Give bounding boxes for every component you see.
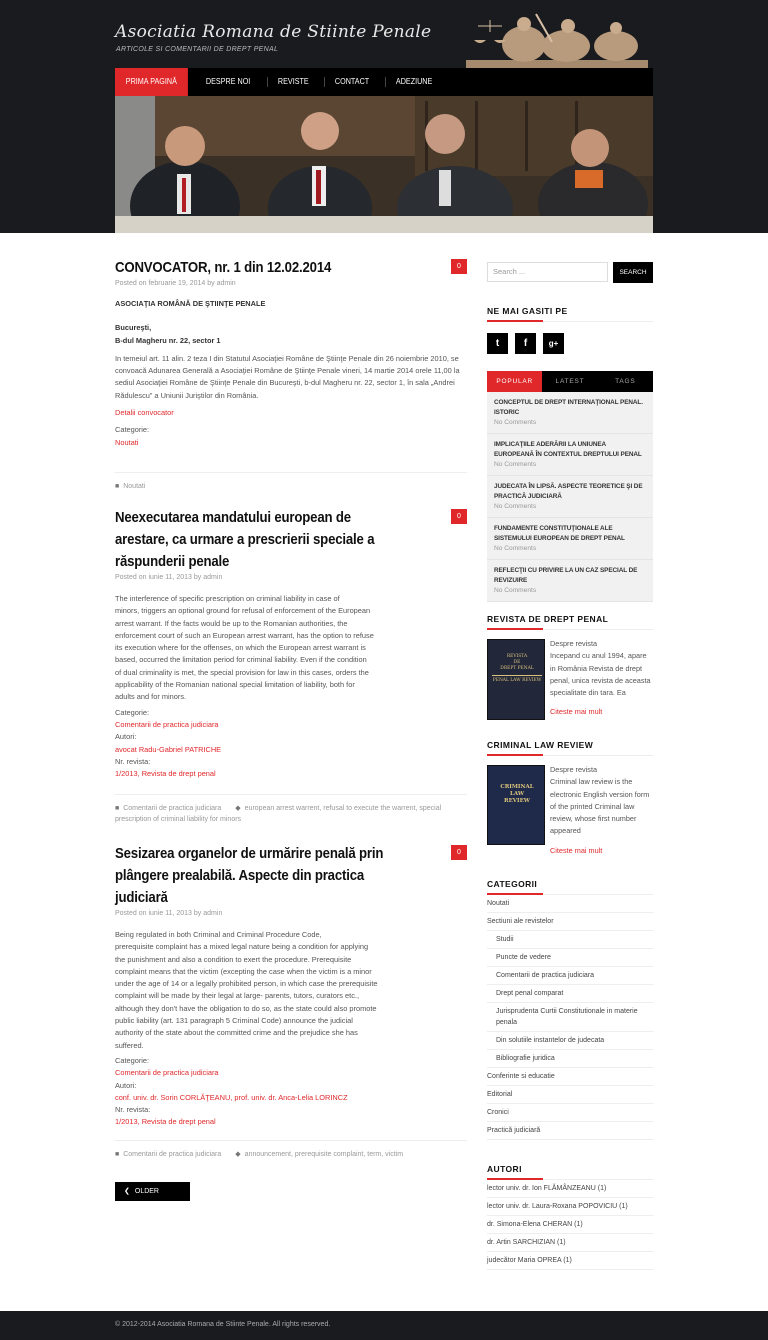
- tag-icon: ◆: [235, 805, 241, 812]
- category-item[interactable]: Conferinte si educatie: [487, 1068, 653, 1086]
- subcategory-item[interactable]: Jurisprudenta Curtii Constitutionale in materie penala: [487, 1003, 653, 1032]
- clr-cover-image[interactable]: [487, 765, 545, 845]
- post-text-line: although they don't have the obligation to do so, as the state could also promote: [115, 1003, 377, 1013]
- comment-count-badge[interactable]: 0: [451, 259, 467, 274]
- popular-post-link[interactable]: CONCEPTUL DE DREPT INTERNAŢIONAL PENAL. ISTORIC: [494, 399, 643, 416]
- category-label: Categorie:: [115, 425, 150, 435]
- post-text: In temeiul art. 11 alin. 2 teza I din Statutul Asociaţiei Române de Ştiinţe Penale din 26 noiembrie 2010, se convoacă Adunarea Generală a Asociaţiei Române de Ştiinţe Penale vineri, 14 martie 2014 orele 11,00 la sediul Asociaţiei Române de Ştiinţe Penale din Bucureşti, b-dul Magheru nr. 22, sector 1, în sala „Andrei Rădulescu” a Uniunii Juriştilor din România.: [115, 353, 460, 400]
- author-link[interactable]: avocat Radu-Gabriel PATRICHE: [115, 744, 222, 754]
- post-text-line: based, occurred the limitation period for criminal liability. Even if the condition: [115, 655, 367, 665]
- author-item[interactable]: dr. Simona-Elena CHERAN (1): [487, 1216, 653, 1234]
- post-text-line: under the age of 14 or a legally prohibited person, in which case the prerequisite: [115, 979, 378, 989]
- rdp-cover-image[interactable]: [487, 639, 545, 720]
- post-text-line: public liability (art. 131 paragraph 5 Criminal Code) announce the judicial: [115, 1016, 353, 1026]
- main-nav: [115, 68, 653, 96]
- post-text-line: applicability of the Romanian national special limitation of liability, both for: [115, 680, 355, 690]
- post-body: [115, 298, 467, 449]
- footer-category-link[interactable]: Comentarii de practica judiciara: [123, 1151, 222, 1158]
- authors-label: Autori:: [115, 1080, 137, 1090]
- post-author-link[interactable]: admin: [216, 280, 236, 287]
- folder-icon: ■: [115, 483, 120, 490]
- categories-list: [487, 895, 653, 1140]
- rdp-cover-text: REVISTA DE DREPT PENAL PENAL LAW REVIEW: [492, 654, 542, 683]
- clr-text: Criminal law review is the electronic English version form of the printed Criminal law review, whose first number appeared: [550, 777, 650, 836]
- rdp-description: [550, 638, 653, 719]
- comment-count: No Comments: [494, 503, 537, 510]
- post-text-line: prerequisite complaint has a mixed legal nature being a condition for applying: [115, 942, 369, 952]
- post-address: B-dul Magheru nr. 22, sector 1: [115, 335, 221, 345]
- post-text-line: of dual criminality is met, the special provision for law in this cases, orders the: [115, 667, 369, 677]
- category-link[interactable]: Noutati: [115, 437, 139, 447]
- list-item: [487, 518, 653, 560]
- category-item[interactable]: Noutati: [487, 895, 653, 913]
- category-link[interactable]: Comentarii de practica judiciara: [115, 719, 219, 729]
- author-item[interactable]: judecător Maria OPREA (1): [487, 1252, 653, 1270]
- list-item: [487, 476, 653, 518]
- list-item: [487, 560, 653, 602]
- rdp-heading: Despre revista: [550, 639, 598, 648]
- nav-item-despre-noi[interactable]: DESPRE NOI: [205, 77, 251, 86]
- sidebar-tabs: [487, 371, 653, 392]
- widget-title-categories: CATEGORII: [487, 879, 653, 895]
- post-text-line: complaint means that the victim (excepting the case when the victim is a minor: [115, 966, 372, 976]
- category-item[interactable]: Editorial: [487, 1086, 653, 1104]
- post-text-line: minors, triggers an optional ground for refusal of enforcement of the European: [115, 606, 371, 616]
- post-footer: [115, 472, 467, 492]
- widget-title-clr: CRIMINAL LAW REVIEW: [487, 740, 653, 756]
- post: [115, 843, 467, 1165]
- google-plus-icon[interactable]: g+: [543, 333, 564, 354]
- tab-latest[interactable]: LATEST: [555, 378, 585, 385]
- list-item: [487, 392, 653, 434]
- clr-cover-text: CRIMINAL LAW REVIEW: [500, 784, 534, 804]
- category-label: Categorie:: [115, 707, 150, 717]
- comment-count: No Comments: [494, 545, 537, 552]
- widget-title-rdp: REVISTA DE DREPT PENAL: [487, 614, 653, 630]
- footer-category-link[interactable]: Noutati: [123, 483, 146, 490]
- folder-icon: ■: [115, 805, 120, 812]
- older-articles-button[interactable]: [115, 1182, 190, 1214]
- post-body: [115, 929, 467, 1129]
- post-meta: Posted on februarie 19, 2014 by admin: [115, 280, 236, 287]
- post-date-link[interactable]: iunie 11, 2013: [148, 574, 192, 581]
- justice-statue-logo: [466, 12, 648, 70]
- clr-read-more-link[interactable]: Citeste mai mult: [550, 845, 603, 855]
- site-title[interactable]: Asociatia Romana de Stiinte Penale: [115, 22, 432, 42]
- nav-item-contact[interactable]: CONTACT: [335, 77, 370, 86]
- clr-heading: Despre revista: [550, 765, 598, 774]
- twitter-icon[interactable]: t: [487, 333, 508, 354]
- post-title[interactable]: Sesizarea organelor de urmărire penală prin plângere prealabilă. Aspecte din practica judiciară: [115, 845, 384, 906]
- post-author-link[interactable]: admin: [203, 910, 223, 917]
- popular-posts-list: [487, 392, 653, 602]
- post-text-line: The interference of specific prescription on criminal liability in case of: [115, 594, 340, 603]
- post-text-line: authority of the state about the committed crime and the prejudice she has: [115, 1028, 358, 1038]
- post-title[interactable]: CONVOCATOR, nr. 1 din 12.02.2014: [115, 259, 332, 276]
- journal-link[interactable]: 1/2013, Revista de drept penal: [115, 1117, 216, 1127]
- comment-count: No Comments: [494, 419, 537, 426]
- footer-tags-link[interactable]: european arrest warrent, refusal to execute the warrent, special prescription of criminal liability for minors: [115, 805, 442, 823]
- author-link[interactable]: conf. univ. dr. Sorin CORLĂŢEANU, prof. univ. dr. Anca-Lelia LORINCZ: [115, 1092, 348, 1102]
- subcategory-item[interactable]: Drept penal comparat: [487, 985, 653, 1003]
- main-content: [115, 257, 467, 1214]
- category-item[interactable]: Cronici: [487, 1104, 653, 1122]
- author-item[interactable]: lector univ. dr. Ion FLĂMÂNZEANU (1): [487, 1180, 653, 1198]
- rdp-read-more-link[interactable]: Citeste mai mult: [550, 707, 603, 717]
- post-date-link[interactable]: iunie 11, 2013: [148, 910, 192, 917]
- comment-count-badge[interactable]: 0: [451, 845, 467, 860]
- post-text-line: Being regulated in both Criminal and Criminal Procedure Code,: [115, 930, 322, 939]
- post-meta: Posted on iunie 11, 2013 by admin: [115, 910, 223, 917]
- clr-description: [550, 764, 653, 857]
- list-item: [487, 434, 653, 476]
- post-city: Bucureşti,: [115, 323, 152, 333]
- footer-tags-link[interactable]: announcement, prerequisite complaint, term, victim: [244, 1151, 404, 1158]
- post-footer: [115, 1140, 467, 1160]
- tag-icon: ◆: [235, 1151, 241, 1158]
- widget-title-follow: NE MAI GASITI PE: [487, 306, 653, 322]
- category-item[interactable]: Practică judiciară: [487, 1122, 653, 1140]
- tab-popular[interactable]: POPULAR: [487, 371, 542, 392]
- category-link[interactable]: Comentarii de practica judiciara: [115, 1068, 219, 1078]
- tab-tags[interactable]: TAGS: [615, 378, 636, 385]
- nav-item-adeziune[interactable]: ADEZIUNE: [396, 77, 433, 86]
- subcategory-item[interactable]: Comentarii de practica judiciara: [487, 967, 653, 985]
- journal-link[interactable]: 1/2013, Revista de drept penal: [115, 769, 216, 779]
- post-text-line: enforcement court of such an European arrest warrant, has the option to refuse: [115, 630, 374, 640]
- post-text-line: suffered.: [115, 1040, 144, 1050]
- post: [115, 257, 467, 489]
- comment-count: No Comments: [494, 587, 537, 594]
- post: [115, 507, 467, 843]
- copyright-text: © 2012-2014 Asociatia Romana de Stiinte Penale. All rights reserved.: [115, 1321, 331, 1328]
- widget-title-authors: AUTORI: [487, 1164, 653, 1180]
- site-tagline: ARTICOLE SI COMENTARII DE DREPT PENAL: [116, 46, 279, 53]
- journal-label: Nr. revista:: [115, 1105, 151, 1115]
- category-label: Categorie:: [115, 1055, 150, 1065]
- site-footer: [0, 1311, 768, 1340]
- site-header: [0, 0, 768, 233]
- facebook-icon[interactable]: f: [515, 333, 536, 354]
- search-input[interactable]: Search ...: [487, 262, 608, 282]
- convocator-details-link[interactable]: Detalii convocator: [115, 408, 174, 418]
- subcategory-item[interactable]: Din solutiile instantelor de judecata: [487, 1032, 653, 1050]
- post-text-line: adults and for minors.: [115, 692, 187, 702]
- rdp-text: Incepand cu anul 1994, apare in România Revista de drept penal, unica revista de aceasta specialitate din tara. Ea: [550, 651, 651, 698]
- older-articles-label: OLDER ARTICLES: [124, 1188, 159, 1214]
- post-body: [115, 593, 467, 780]
- popular-post-link[interactable]: FUNDAMENTE CONSTITUŢIONALE ALE SISTEMULUI EUROPEAN DE DREPT PENAL: [494, 525, 625, 542]
- author-item[interactable]: dr. Artin SARCHIZIAN (1): [487, 1234, 653, 1252]
- folder-icon: ■: [115, 1151, 120, 1158]
- post-org: ASOCIAŢIA ROMÂNĂ DE ŞTIINŢE PENALE: [115, 299, 266, 308]
- popular-post-link[interactable]: JUDECATA ÎN LIPSĂ. ASPECTE TEORETICE ŞI DE PRACTICĂ JUDICIARĂ: [494, 483, 643, 500]
- chevron-left-icon: ❮: [124, 1188, 130, 1195]
- hero-image: [115, 96, 653, 233]
- post-title[interactable]: Neexecutarea mandatului european de arestare, ca urmare a prescrierii speciale a răspunderii penale: [115, 509, 375, 570]
- category-item[interactable]: Sectiuni ale revistelor: [487, 913, 653, 931]
- subcategory-item[interactable]: Puncte de vedere: [487, 949, 653, 967]
- journal-label: Nr. revista:: [115, 756, 151, 766]
- post-footer: [115, 794, 467, 825]
- comment-count-badge[interactable]: 0: [451, 509, 467, 524]
- authors-label: Autori:: [115, 732, 137, 742]
- post-date-link[interactable]: februarie 19, 2014: [148, 280, 206, 287]
- comment-count: No Comments: [494, 461, 537, 468]
- post-text-line: complaint will be made by their legal at large- parents, tutors, curators etc.,: [115, 991, 360, 1001]
- subcategory-item[interactable]: Bibliografie juridica: [487, 1050, 653, 1068]
- popular-post-link[interactable]: REFLECŢII CU PRIVIRE LA UN CAZ SPECIAL DE REVIZUIRE: [494, 567, 638, 584]
- nav-item-reviste[interactable]: REVISTE: [278, 77, 309, 86]
- post-text-line: arrest warrant. If the facts would be up to the Romanian authorities, the: [115, 618, 348, 628]
- subcategory-item[interactable]: Studii: [487, 931, 653, 949]
- popular-post-link[interactable]: IMPLICAŢIILE ADERĂRII LA UNIUNEA EUROPEANĂ ÎN CONTEXTUL DREPTULUI PENAL: [494, 441, 642, 458]
- post-author-link[interactable]: admin: [203, 574, 223, 581]
- post-text-line: the punishment and also a condition to exert the procedure. Prerequisite: [115, 954, 352, 964]
- authors-list: [487, 1180, 653, 1270]
- footer-category-link[interactable]: Comentarii de practica judiciara: [123, 805, 222, 812]
- search-button[interactable]: SEARCH: [613, 262, 653, 283]
- author-item[interactable]: lector univ. dr. Laura-Roxana POPOVICIU (1): [487, 1198, 653, 1216]
- post-text-line: its execution where for the offenses, on which the European arrest warrant is: [115, 643, 366, 653]
- post-meta: Posted on iunie 11, 2013 by admin: [115, 574, 223, 581]
- nav-item-prima-pagina[interactable]: PRIMA PAGINĂ: [115, 68, 188, 96]
